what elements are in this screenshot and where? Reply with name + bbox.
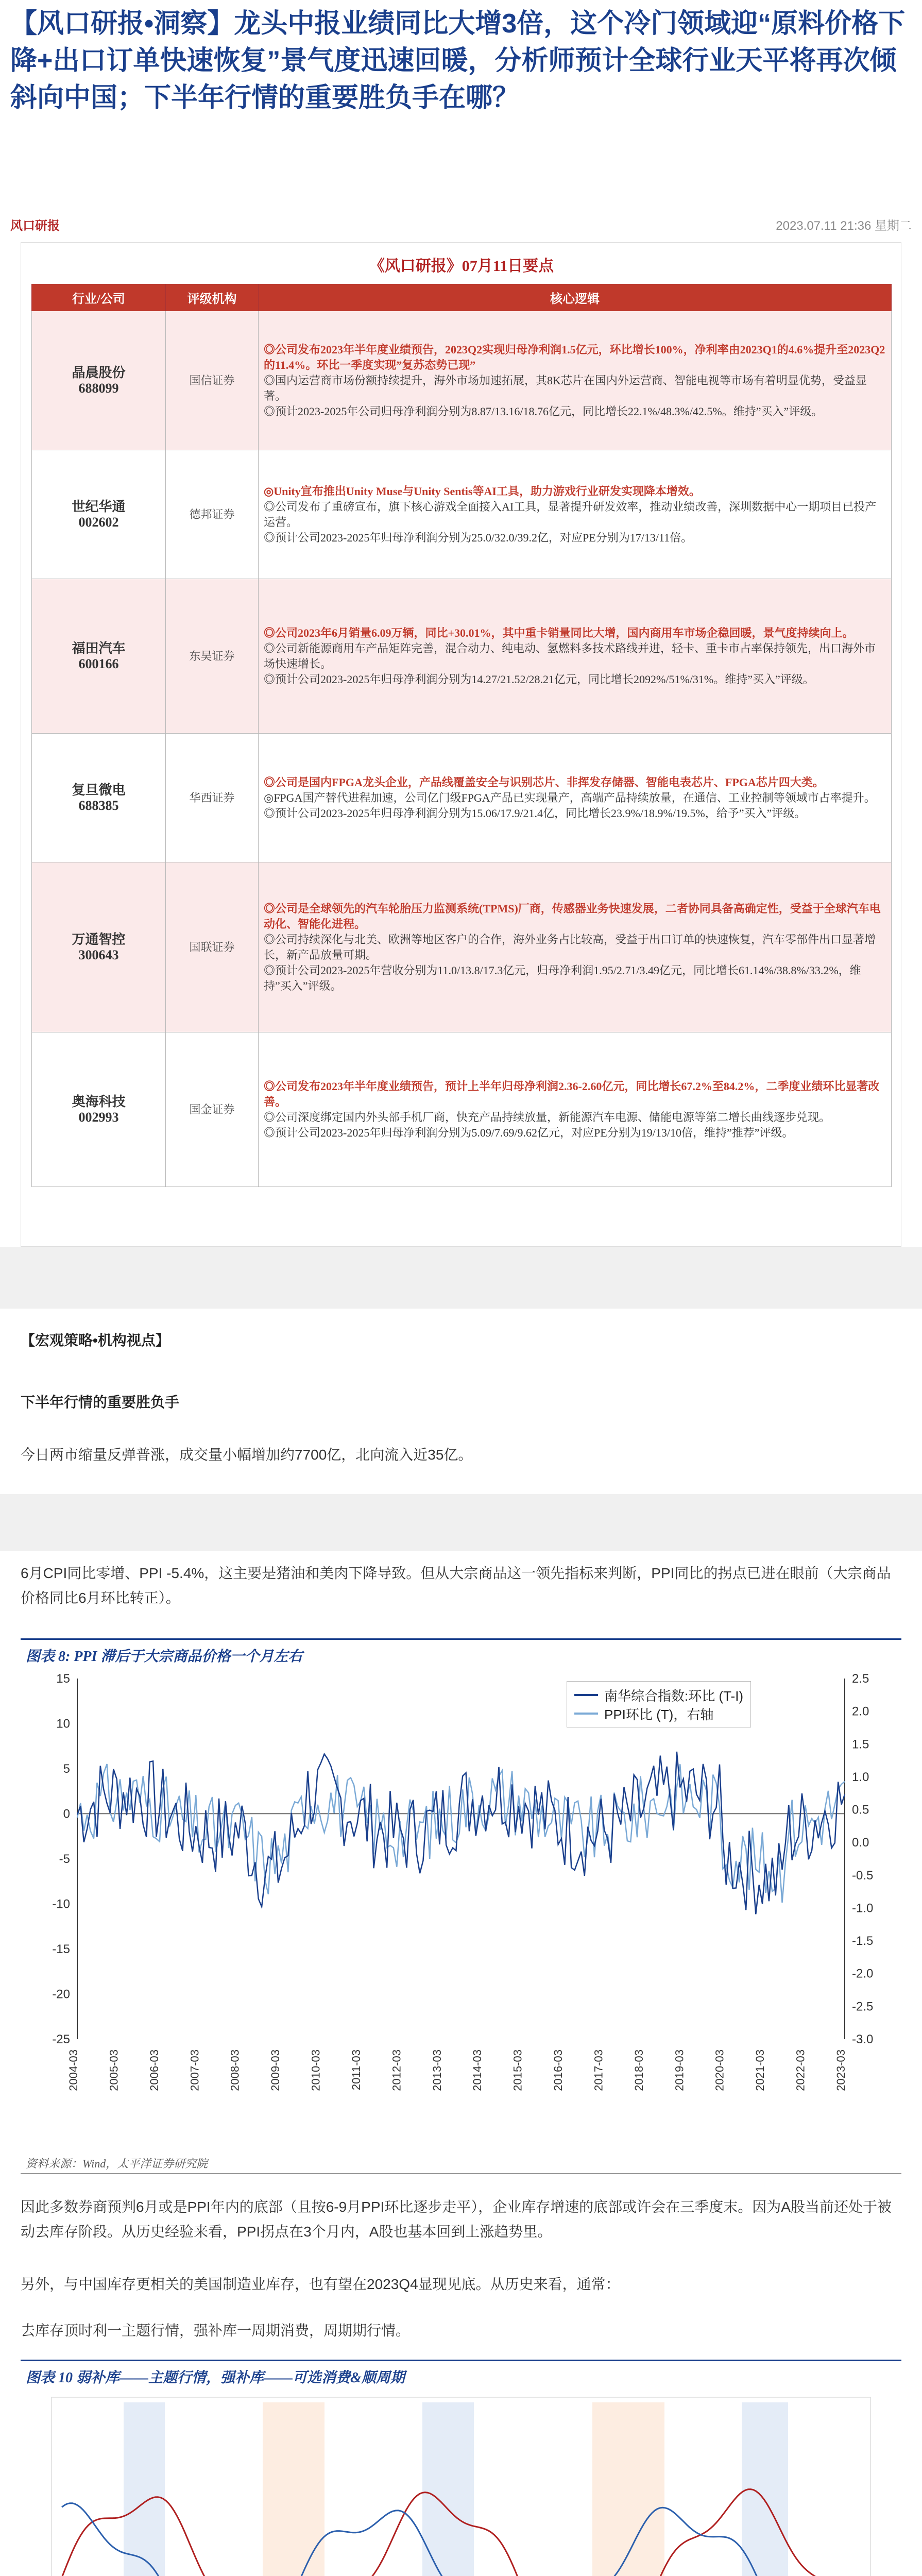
legend-swatch (574, 1694, 598, 1696)
company-cell[interactable] (32, 450, 166, 579)
org-cell: 华西证券 (166, 734, 259, 862)
company-name: 万通智控 (72, 931, 126, 947)
logic-cell (259, 450, 892, 579)
x-tick-label: 2004-03 (67, 2049, 80, 2091)
chart-inventory-cycle (21, 2360, 901, 2576)
report-image (21, 242, 901, 1247)
chart-cycle-plot (21, 2392, 901, 2576)
report-title: 《风口研报》07月11日要点 (369, 258, 554, 275)
y-right-tick-label: 0.0 (852, 1836, 869, 1850)
x-tick-label: 2017-03 (592, 2049, 605, 2091)
table-row (32, 579, 892, 734)
section-subtitle-macro: 下半年行情的重要胜负手 (21, 1394, 180, 1410)
x-tick-label: 2006-03 (147, 2049, 161, 2091)
x-tick-label: 2016-03 (552, 2049, 565, 2091)
org-cell: 东吴证券 (166, 579, 259, 734)
company-code: 600166 (78, 656, 119, 671)
logic-point: ◎公司新能源商用车产品矩阵完善，混合动力、纯电动、氢燃料多技术路线并进，轻卡、重卡市占率保持领先，出口海外市场快速增长。 (264, 641, 876, 670)
y-right-tick-label: -3.0 (852, 2032, 874, 2046)
logic-point: ◎公司深度绑定国内外头部手机厂商，快充产品持续放量，新能源汽车电源、储能电源等第二增长曲线逐步兑现。 (264, 1110, 831, 1124)
legend-label: PPI环比 (T)，右轴 (604, 1706, 714, 1722)
logic-point: ◎国内运营商市场份额持续提升，海外市场加速拓展，其8K芯片在国内外运营商、智能电视等市场有着明显优势，受益显著。 (264, 374, 867, 402)
x-tick-label: 2010-03 (309, 2049, 322, 2091)
phase-band (124, 2402, 165, 2576)
x-tick-label: 2023-03 (834, 2049, 847, 2091)
y-right-tick-label: -1.0 (852, 1901, 874, 1916)
table-header-row (32, 284, 892, 311)
logic-point: ◎公司发布了重磅宣布，旗下核心游戏全面接入AI工具，显著提升研发效率，推动业绩改善，深圳数据中心一期项目已投产运营。 (264, 500, 877, 529)
y-left-tick-label: -5 (59, 1852, 70, 1866)
paragraph-ppi: 6月CPI同比零增、PPI -5.4%，这主要是猪油和美肉下降导致。但从大宗商品这一领先指标来判断，PPI同比的拐点已进在眼前（大宗商品价格同比6月环比转正）。 (21, 1565, 891, 1606)
y-right-tick-label: -2.5 (852, 1999, 874, 2014)
x-tick-label: 2019-03 (673, 2049, 686, 2091)
x-tick-label: 2012-03 (390, 2049, 403, 2091)
legend-item-ppi (574, 1704, 743, 1723)
logic-point: ◎公司发布2023年半年度业绩预告，预计上半年归母净利润2.36-2.60亿元，同比增长67.2%至84.2%，二季度业绩环比显著改善。 (264, 1079, 880, 1108)
article-headline: 【风口研报•洞察】龙头中报业绩同比大增3倍，这个冷门领域迎“原料价格下降+出口订单快速恢复”景气度迅速回暖，分析师预计全球行业天平将再次倾斜向中国；下半年行情的重要胜负手在哪？ (10, 9, 906, 113)
phase-band (422, 2402, 474, 2576)
macro-intro: 今日两市缩量反弹普涨，成交量小幅增加约7700亿，北向流入近35亿。 (21, 1447, 473, 1463)
legend-label: 南华综合指数:环比 (T-I) (604, 1688, 744, 1704)
company-code: 002602 (78, 514, 119, 530)
org-cell: 国金证券 (166, 1032, 259, 1187)
chart-ppi-title: 图表 8: PPI 滞后于大宗商品价格一个月左右 (26, 1649, 303, 1665)
logic-cell (259, 862, 892, 1032)
logic-point: ◎FPGA国产替代进程加速，公司亿门级FPGA产品已实现量产，高端产品持续放量，在通信、工业控制等领域市占率提升。 (264, 791, 876, 804)
logic-point: ◎公司持续深化与北美、欧洲等地区客户的合作，海外业务占比较高，受益于出口订单的快速恢复，汽车零部件出口显著增长，新产品放量可期。 (264, 933, 876, 961)
col-header-company: 行业/公司 (32, 284, 166, 311)
logic-point: ◎Unity宣布推出Unity Muse与Unity Sentis等AI工具，助力游戏行业研发实现降本增效。 (264, 484, 701, 498)
y-right-tick-label: 0.5 (852, 1803, 869, 1817)
source-name[interactable]: 风口研报 (10, 219, 60, 233)
x-tick-label: 2007-03 (188, 2049, 201, 2091)
chart-cycle-title: 图表 10 弱补库——主题行情，强补库——可选消费&顺周期 (26, 2370, 405, 2386)
y-left-tick-label: 15 (56, 1672, 70, 1686)
company-cell[interactable] (32, 862, 166, 1032)
logic-point: ◎预计公司2023-2025年归母净利润分别为25.0/32.0/39.2亿，对应PE分别为17/13/11倍。 (264, 531, 693, 544)
chart-ppi-plot (21, 1668, 901, 2153)
x-tick-label: 2005-03 (107, 2049, 121, 2091)
section-divider (0, 1494, 922, 1551)
y-right-tick-label: -1.5 (852, 1934, 874, 1948)
y-right-tick-label: -2.0 (852, 1967, 874, 1981)
paragraph-inventory: 因此多数券商预判6月或是PPI年内的底部（且按6-9月PPI环比逐步走平），企业库存增速的底部或许会在三季度末。因为A股当前还处于被动去库存阶段。从历史经验来看，PPI拐点在3个月内，A股也基本回到上涨趋势里。 (21, 2199, 892, 2240)
col-header-logic: 核心逻辑 (259, 284, 892, 311)
x-tick-label: 2009-03 (269, 2049, 282, 2091)
x-tick-label: 2020-03 (713, 2049, 726, 2091)
headline-card (0, 0, 922, 1247)
y-left-tick-label: 5 (63, 1762, 70, 1776)
section-divider (0, 1247, 922, 1309)
table-row (32, 311, 892, 450)
legend-swatch (574, 1713, 598, 1715)
y-left-tick-label: 10 (56, 1717, 70, 1731)
logic-point: ◎公司是国内FPGA龙头企业，产品线覆盖安全与识别芯片、非挥发存储器、智能电表芯片、FPGA芯片四大类。 (264, 775, 824, 789)
x-tick-label: 2013-03 (430, 2049, 443, 2091)
company-code: 300643 (78, 947, 119, 962)
x-tick-label: 2022-03 (794, 2049, 807, 2091)
source-row (10, 211, 912, 232)
company-code: 688099 (78, 380, 119, 396)
analysis-card (0, 1551, 922, 2576)
table-row (32, 450, 892, 579)
x-tick-label: 2015-03 (511, 2049, 524, 2091)
legend-item-nanhua (574, 1686, 743, 1704)
logic-point: ◎预计公司2023-2025年归母净利润分别为14.27/21.52/28.21亿元，同比增长2092%/51%/31%。维持”买入”评级。 (264, 672, 814, 686)
org-cell: 国信证券 (166, 311, 259, 450)
logic-cell (259, 579, 892, 734)
company-cell[interactable] (32, 579, 166, 734)
logic-point: ◎公司2023年6月销量6.09万辆，同比+30.01%，其中重卡销量同比大增，国内商用车市场企稳回暖，景气度持续向上。 (264, 626, 854, 639)
company-cell[interactable] (32, 734, 166, 862)
y-right-tick-label: 2.5 (852, 1672, 869, 1686)
y-right-tick-label: 1.5 (852, 1737, 869, 1752)
logic-point: ◎预计公司2023-2025年归母净利润分别为5.09/7.69/9.62亿元，对应PE分别为19/13/10倍，维持”推荐”评级。 (264, 1126, 794, 1139)
logic-point: ◎预计公司2023-2025年营收分别为11.0/13.8/17.3亿元，归母净利润1.95/2.71/3.49亿元，同比增长61.14%/38.8%/33.2%，维持”买入”评级。 (264, 963, 861, 992)
x-tick-label: 2021-03 (754, 2049, 767, 2091)
logic-point: ◎公司发布2023年半年度业绩预告，2023Q2实现归母净利润1.5亿元，环比增长100%，净利率由2023Q1的4.6%提升至2023Q2的11.4%。环比一季度实现”复苏态势已现” (264, 343, 885, 371)
company-name: 福田汽车 (72, 640, 126, 656)
phase-band (263, 2402, 325, 2576)
company-name: 复旦微电 (72, 782, 126, 798)
section-tag-macro: 【宏观策略•机构视点】 (21, 1332, 170, 1348)
paragraph-rule: 去库存顶时利一主题行情，强补库一周期消费，周期期行情。 (21, 2323, 411, 2338)
y-right-tick-label: 2.0 (852, 1704, 869, 1719)
publish-datetime: 2023.07.11 21:36 星期二 (776, 219, 912, 233)
table-row (32, 734, 892, 862)
paragraph-us-inventory: 另外，与中国库存更相关的美国制造业库存，也有望在2023Q4显现见底。从历史来看，通常： (21, 2276, 620, 2292)
company-cell[interactable] (32, 311, 166, 450)
x-tick-label: 2014-03 (471, 2049, 484, 2091)
col-header-org: 评级机构 (166, 284, 259, 311)
y-left-tick-label: -25 (52, 2032, 70, 2046)
org-cell: 德邦证券 (166, 450, 259, 579)
y-left-tick-label: -20 (52, 1987, 70, 2002)
table-row (32, 1032, 892, 1187)
company-code: 002993 (78, 1109, 119, 1125)
x-tick-label: 2018-03 (632, 2049, 645, 2091)
stocks-table (31, 284, 892, 1187)
company-cell[interactable] (32, 1032, 166, 1187)
x-tick-label: 2008-03 (228, 2049, 242, 2091)
company-name: 晶晨股份 (72, 365, 126, 380)
y-left-tick-label: -15 (52, 1942, 70, 1956)
logic-point: ◎预计2023-2025年公司归母净利润分别为8.87/13.16/18.76亿元，同比增长22.1%/48.3%/42.5%。维持”买入”评级。 (264, 404, 823, 418)
phase-band (592, 2402, 664, 2576)
org-cell: 国联证券 (166, 862, 259, 1032)
y-right-tick-label: -0.5 (852, 1868, 874, 1883)
y-left-tick-label: -10 (52, 1897, 70, 1911)
company-name: 奥海科技 (72, 1094, 126, 1109)
logic-cell (259, 734, 892, 862)
logic-point: ◎预计公司2023-2025年归母净利润分别为15.06/17.9/21.4亿，同比增长23.9%/18.9%/19.5%，给予”买入”评级。 (264, 806, 806, 820)
logic-cell (259, 311, 892, 450)
chart-ppi (21, 1638, 901, 2174)
chart-ppi-source: 资料来源：Wind，太平洋证券研究院 (26, 2157, 208, 2170)
y-right-tick-label: 1.0 (852, 1770, 869, 1784)
logic-point: ◎公司是全球领先的汽车轮胎压力监测系统(TPMS)厂商，传感器业务快速发展，二者协同具备高确定性，受益于全球汽车电动化、智能化进程。 (264, 902, 881, 930)
chart-ppi-legend (567, 1681, 751, 1727)
x-tick-label: 2011-03 (349, 2049, 363, 2091)
table-row (32, 862, 892, 1032)
company-name: 世纪华通 (72, 499, 126, 514)
logic-cell (259, 1032, 892, 1187)
company-code: 688385 (78, 798, 119, 813)
y-left-tick-label: 0 (63, 1807, 70, 1821)
